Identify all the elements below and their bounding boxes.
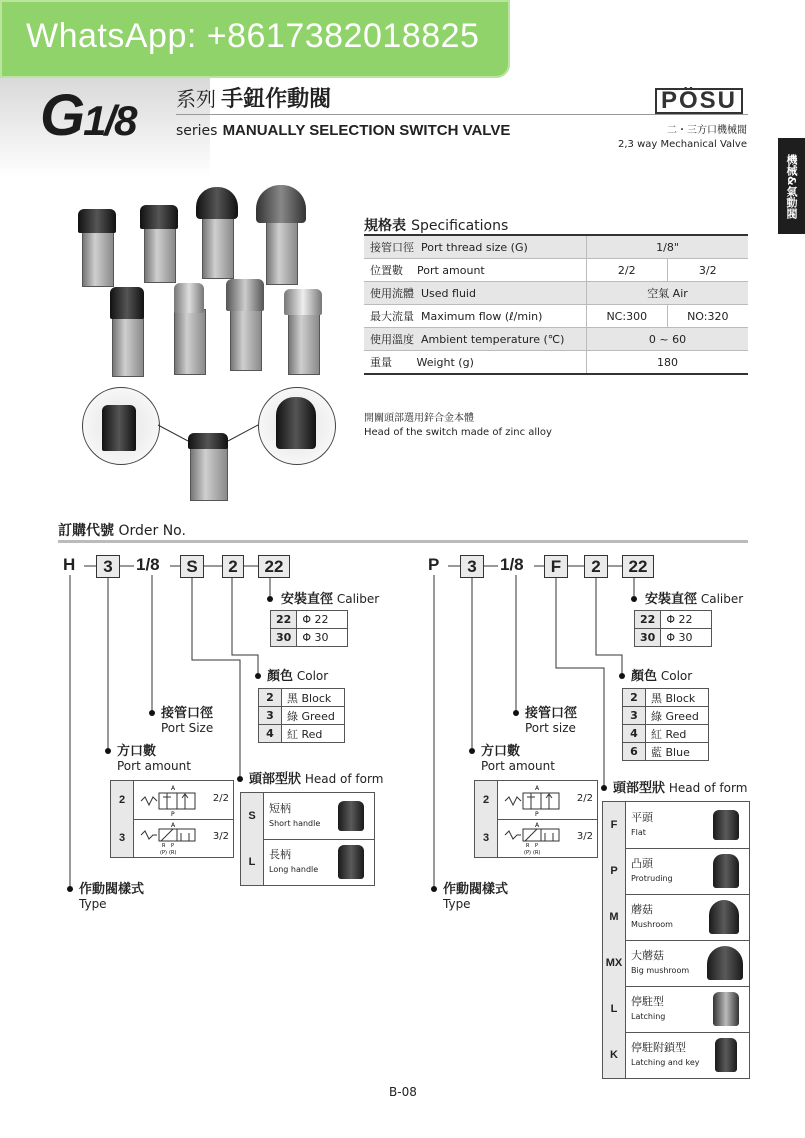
valve-3-2-symbol xyxy=(501,821,573,855)
head-row: M 蘑菇 Mushroom xyxy=(603,894,749,941)
caliber-label-right: 安裝直徑 Caliber xyxy=(645,592,744,607)
model-fraction: 1/8 xyxy=(83,97,136,144)
svg-text:P: P xyxy=(171,811,175,817)
order-title: 訂購代號 Order No. xyxy=(58,523,186,539)
type-label-left: 作動閥樣式 Type xyxy=(79,882,145,911)
valve-2-2-symbol xyxy=(501,783,573,817)
code-head-right: F xyxy=(544,555,568,578)
head-row: F 平頭 Flat xyxy=(603,802,749,849)
caliber-table-right: 22 Φ 22 30 Φ 30 xyxy=(634,610,712,647)
big-mushroom-head-icon xyxy=(707,946,743,980)
whatsapp-text: WhatsApp: +8617382018825 xyxy=(26,17,480,55)
spec-row: 位置數 Port amount 2/2 3/2 xyxy=(364,259,748,282)
short-handle-icon xyxy=(338,801,364,831)
long-handle-icon xyxy=(338,845,364,879)
code-type-left: H xyxy=(63,555,76,574)
spec-row: 使用流體 Used fluid 空氣 Air xyxy=(364,282,748,305)
port-amount-table-right xyxy=(474,780,598,858)
bullet xyxy=(431,886,437,892)
spec-row: 重量 Weight (g) 180 xyxy=(364,351,748,375)
svg-text:R: R xyxy=(162,843,166,849)
bullet xyxy=(469,748,475,754)
port-amount-row: 3 A R P (P) (R) 3/2 xyxy=(111,819,233,857)
side-category-tab: 機械&氣動閥 xyxy=(778,138,805,234)
spec-row: 最大流量 Maximum flow (ℓ/min) NC:300 NO:320 xyxy=(364,305,748,328)
code-type-right: P xyxy=(428,555,440,574)
svg-text:P: P xyxy=(535,811,539,817)
svg-text:R: R xyxy=(526,843,530,849)
bullet xyxy=(601,785,607,791)
port-amount-row: 2 A P 2/2 xyxy=(475,781,597,820)
color-label-right: 顏色 Color xyxy=(631,669,693,684)
caliber-label-left: 安裝直徑 Caliber xyxy=(281,592,380,607)
code-head-left: S xyxy=(180,555,204,578)
code-color-left: 2 xyxy=(222,555,244,578)
svg-text:P: P xyxy=(535,843,539,849)
flat-head-icon xyxy=(713,810,739,840)
bullet xyxy=(513,710,519,716)
svg-text:(R): (R) xyxy=(533,850,541,855)
color-table-right: 2 黑 Block 3 綠 Greed 4 紅 Red 6 藍 Blue xyxy=(622,688,709,761)
head-label-left: 頭部型狀 Head of form xyxy=(249,772,384,787)
page-number: B-08 xyxy=(389,1085,417,1099)
head-row: K 停駐附鎖型 Latching and key xyxy=(603,1032,749,1078)
code-port-size-left: 1/8 xyxy=(136,555,160,574)
code-caliber-right: 22 xyxy=(622,555,654,578)
code-color-right: 2 xyxy=(584,555,608,578)
head-row: P 凸頭 Protruding xyxy=(603,848,749,895)
head-table-right xyxy=(602,801,750,1079)
code-port-amount-left: 3 xyxy=(96,555,120,578)
bullet xyxy=(105,748,111,754)
bullet xyxy=(255,673,261,679)
model-number: G1/8 xyxy=(40,83,136,148)
latching-head-icon xyxy=(713,992,739,1026)
port-amount-label-left: 方口數 Port amount xyxy=(117,744,191,773)
spec-row: 接管口徑 Port thread size (G) 1/8" xyxy=(364,236,748,259)
port-amount-row: 3 A R P (P) (R) 3/2 xyxy=(475,819,597,857)
port-amount-label-right: 方口數 Port amount xyxy=(481,744,555,773)
svg-text:(R): (R) xyxy=(169,850,177,855)
port-amount-table-left xyxy=(110,780,234,858)
port-amount-row: 2 A P 2/2 xyxy=(111,781,233,820)
svg-text:A: A xyxy=(535,822,540,829)
head-row: L 停駐型 Latching xyxy=(603,986,749,1033)
svg-text:A: A xyxy=(171,785,176,792)
type-label-right: 作動閥樣式 Type xyxy=(443,882,509,911)
color-label-left: 顏色 Color xyxy=(267,669,329,684)
bullet xyxy=(631,596,637,602)
code-caliber-left: 22 xyxy=(258,555,290,578)
color-table-left: 2 黑 Block 3 綠 Greed 4 紅 Red xyxy=(258,688,345,743)
valve-2-2-symbol xyxy=(137,783,209,817)
caliber-table-left: 22 Φ 22 30 Φ 30 xyxy=(270,610,348,647)
specs-title: 規格表 Specifications xyxy=(364,218,509,234)
mushroom-head-icon xyxy=(709,900,739,934)
svg-text:(P): (P) xyxy=(160,850,167,855)
code-port-amount-right: 3 xyxy=(460,555,484,578)
svg-text:A: A xyxy=(535,785,540,792)
bullet xyxy=(237,776,243,782)
head-label-right: 頭部型狀 Head of form xyxy=(613,781,748,796)
head-row: L 長柄 Long handle xyxy=(241,839,374,885)
head-row: MX 大蘑菇 Big mushroom xyxy=(603,940,749,987)
svg-text:A: A xyxy=(171,822,176,829)
head-table-left xyxy=(240,792,375,886)
port-size-label-right: 接管口徑 Port size xyxy=(525,706,578,735)
protruding-head-icon xyxy=(713,854,739,888)
material-note: 開關頭部選用鋅合金本體 Head of the switch made of zinc alloy xyxy=(364,413,552,438)
valve-3-2-symbol xyxy=(137,821,209,855)
port-size-label-left: 接管口徑 Port Size xyxy=(161,706,214,735)
valve-subtitle: 二・三方口機械閥 2,3 way Mechanical Valve xyxy=(618,125,747,150)
key-latching-head-icon xyxy=(715,1038,737,1072)
code-port-size-right: 1/8 xyxy=(500,555,524,574)
bullet xyxy=(149,710,155,716)
svg-text:P: P xyxy=(171,843,175,849)
svg-text:(P): (P) xyxy=(524,850,531,855)
bullet xyxy=(67,886,73,892)
bullet xyxy=(267,596,273,602)
head-row: S 短柄 Short handle xyxy=(241,793,374,840)
spec-row: 使用溫度 Ambient temperature (℃) 0 ~ 60 xyxy=(364,328,748,351)
bullet xyxy=(619,673,625,679)
title-zh: 系列 手鈕作動閥 xyxy=(176,87,332,112)
title-en: series MANUALLY SELECTION SWITCH VALVE xyxy=(176,122,511,139)
brand-logo: PÖSU xyxy=(655,88,743,114)
